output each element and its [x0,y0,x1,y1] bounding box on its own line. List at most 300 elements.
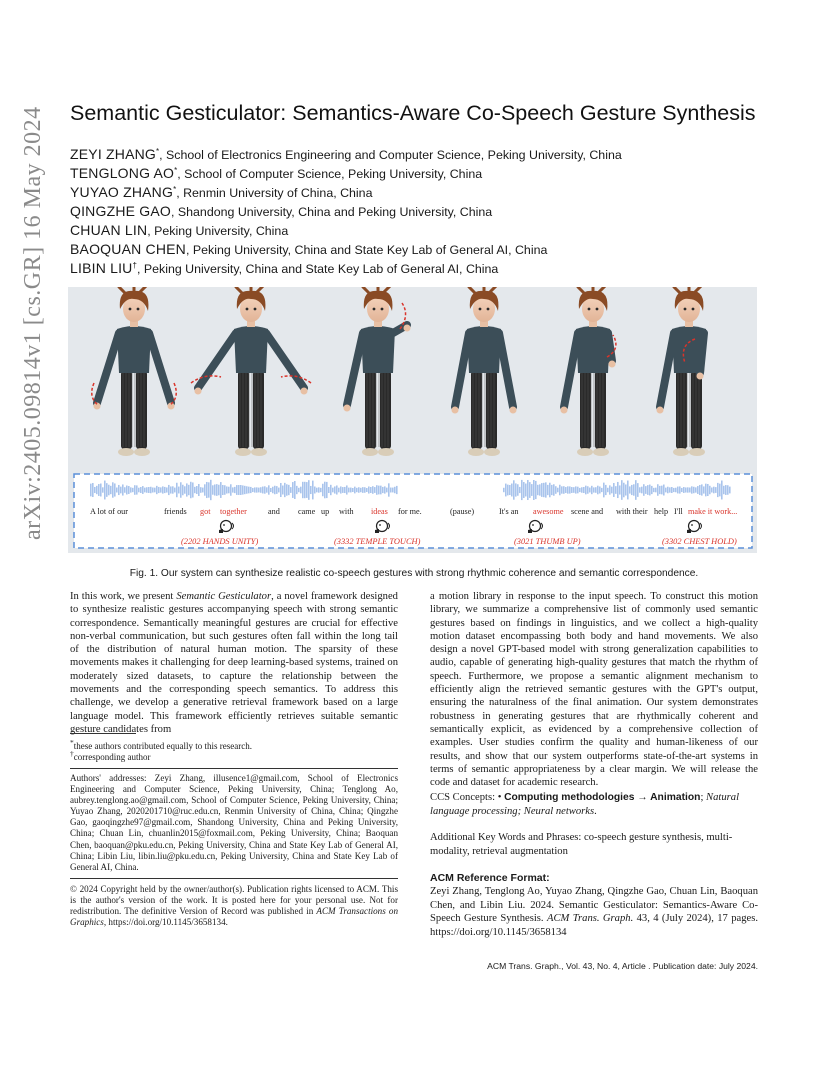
waveform-bar [260,487,262,493]
author-mark: * [173,185,177,194]
waveform-bar [292,482,294,498]
waveform-bar [328,487,330,493]
author-name: BAOQUAN CHEN [70,241,186,258]
waveform-bar [605,485,607,495]
waveform-bar [322,484,324,496]
waveform-bar [515,483,517,496]
waveform-bar [637,483,639,497]
waveform-bar [392,488,394,493]
waveform-bar [509,485,511,495]
waveform-bar [713,487,715,494]
waveform-bar [312,481,314,500]
transcript-word-semantic: make it work... [688,507,738,516]
waveform-bar [144,488,146,493]
waveform-bar [206,482,208,498]
waveform-bar [256,487,258,492]
waveform-bar [571,487,573,493]
waveform-bar [358,487,360,493]
waveform-bar [591,486,593,494]
gesture-label: (3021 THUMB UP) [514,537,581,546]
acm-reference: Zeyi Zhang, Tenglong Ao, Yuyao Zhang, Qingzhe Gao, Chuan Lin, Baoquan Chen, and Libin Liu. 2024. Semantic Gesticulator: Semantics-Aware Co-Speech Gesture Synthesis. ACM Trans. Graph. 43, 4 (July 2024), 17 pages. https://doi.org/10.1145/3658134 [430,886,759,938]
transcript-word: friends [164,507,187,516]
waveform-bar [643,484,645,496]
waveform-bar [541,483,543,497]
waveform-bar [577,487,579,494]
waveform-bar [683,487,685,493]
waveform-bar [278,488,280,493]
abstract-body: , a novel framework designed to synthesize realistic gestures accompanying speech with strong semantic correspondence. Semantically meaningful gestures are crucial for effective non-verbal communication, but such gestures often fall within the long tail of the distribution of natural human motion. The sparsity of these movements makes it challenging for deep learning-based systems, trained on moderately sized datasets, to capture the relationship between the movements and the corresponding speech semantics. To address this challenge, we develop a generative retrieval framework based on a large language model. This framework efficiently retrieves suitable semantic gesture candidates from [70,591,398,735]
waveform-bar [647,485,649,495]
waveform-bar [280,483,282,497]
waveform-bar [559,485,561,496]
waveform-bar [182,485,184,495]
waveform-bar [675,488,677,493]
waveform-bar [120,487,122,494]
waveform-bar [352,488,354,492]
waveform-bar [142,486,144,494]
waveform-bar [274,486,276,494]
waveform-bar [537,485,539,495]
waveform-bar [140,487,142,493]
waveform-bar [396,486,398,494]
waveform-bar [607,488,609,492]
copyright-rule [70,878,398,879]
waveform-bar [649,485,651,496]
waveform-bar [360,488,362,492]
waveform-bar [657,484,659,496]
waveform-bar [130,487,132,492]
waveform-bar [521,480,523,500]
author-mark: * [174,166,178,175]
waveform-bar [332,488,334,493]
author-line [70,218,770,237]
waveform-bar [587,486,589,493]
waveform-bar [653,488,655,492]
waveform-bar [711,487,713,492]
paper-title: Semantic Gesticulator: Semantics-Aware Co-Speech Gesture Synthesis [70,101,756,125]
waveform-bar [386,488,388,493]
waveform-bar [218,485,220,496]
waveform-bar [719,484,721,497]
waveform-bar [705,484,707,497]
waveform-bar [693,487,695,493]
author-line [70,180,770,199]
waveform-bar [679,486,681,493]
waveform-bar [366,488,368,492]
waveform-bar [298,488,300,492]
waveform-bar [102,487,104,492]
waveform-bar [210,480,212,500]
waveform-bar [378,486,380,495]
waveform-bar [110,486,112,494]
waveform-bar [158,487,160,493]
waveform-bar [114,483,116,496]
transcript-word: help [654,507,669,516]
waveform-bar [272,487,274,493]
waveform-bar [184,486,186,493]
copyright-notice: © 2024 Copyright held by the owner/author(s). Publication rights licensed to ACM. This is the author's version of the work. It is posted here for your personal use. Not for redistribution. The definitive Version of Record was published in ACM Transactions on Graphics, https://doi.org/10.1145/3658134. [70,884,398,928]
waveform-bar [513,480,515,499]
waveform-bar [697,486,699,494]
waveform-bar [565,487,567,493]
running-footer: ACM Trans. Graph., Vol. 43, No. 4, Article . Publication date: July 2024. [487,961,758,971]
waveform-bar [507,485,509,496]
waveform-bar [314,487,316,494]
waveform-bar [228,487,230,494]
waveform-bar [707,484,709,496]
author-name: LIBIN LIU [70,260,133,277]
waveform-bar [338,488,340,493]
author-affiliation: , Peking University, China and State Key Lab of General AI, China [136,262,499,277]
transcript-word: for me. [398,507,422,516]
waveform-bar [346,485,348,494]
footnote-equal-contribution: *these authors contributed equally to this research. [70,738,252,751]
author-affiliation: , Peking University, China [147,224,289,239]
figure-caption: Fig. 1. Our system can synthesize realistic co-speech gestures with strong rhythmic coherence and semantic correspondence. [129,568,699,579]
waveform-bar [625,484,627,495]
waveform-bar [216,484,218,496]
waveform-bar [154,488,156,493]
waveform-bar [116,488,118,493]
waveform-bar [148,487,150,493]
author-line [70,199,770,218]
waveform-bar [344,487,346,493]
waveform-bar [294,481,296,499]
waveform-bar [725,485,727,495]
waveform-bar [631,485,633,495]
waveform-bar [300,487,302,494]
author-line [70,256,770,275]
abstract-right-column [430,590,758,789]
waveform-bar [567,486,569,493]
waveform-bar [108,485,110,496]
keywords: Additional Key Words and Phrases: co-speech gesture synthesis, multi-modality, retrieval augmentation [430,832,733,857]
waveform-bar [166,487,168,492]
waveform-bar [727,485,729,494]
author-line [70,237,770,256]
author-affiliation: , Renmin University of China, China [176,186,373,201]
waveform-bar [370,487,372,493]
transcript-word: and [268,507,280,516]
waveform-bar [627,481,629,500]
waveform-bar [364,487,366,493]
waveform-bar [583,487,585,493]
waveform-bar [164,487,166,493]
transcript-word: scene and [571,507,604,516]
waveform-bar [214,484,216,495]
author-affiliation: , School of Computer Science, Peking University, China [177,167,483,182]
waveform-bar [180,482,182,497]
waveform-bar [579,488,581,492]
waveform-bar [106,483,108,497]
transcript-word: A lot of our [90,507,128,516]
waveform-bar [202,488,204,493]
waveform-bar [236,485,238,495]
gesture-label: (3302 CHEST HOLD) [662,537,737,546]
waveform-bar [729,487,731,494]
waveform-bar [318,487,320,492]
waveform-bar [661,486,663,495]
waveform-bar [152,487,154,492]
waveform-bar [282,486,284,495]
waveform-bar [533,480,535,500]
author-addresses: Authors' addresses: Zeyi Zhang, illusence1@gmail.com, School of Electronics Engineering and Computer Science, Peking University, China; Tenglong Ao, aubrey.tenglong.ao@gmail.com, School of Computer Science, Peking University, China; Yuyao Zhang, 2020201710@ruc.edu.cn, Renmin University of China, China; Qingzhe Gao, gaoqingzhe97@gmail.com, Shandong University, China and Peking University, China; Chuan Lin, chuanlin2015@foxmail.com, Peking University, China; Baoquan Chen, baoquan@pku.edu.cn, Peking University, China and State Key Lab of General AI, China; Libin Liu, libin.liu@pku.edu.cn, Peking University, China and State Key Lab of General AI, China. [70,773,398,872]
transcript-word: It's an [499,507,519,516]
waveform-bar [557,488,559,493]
waveform-bar [212,485,214,494]
waveform-bar [617,482,619,498]
waveform-bar [380,486,382,495]
waveform-bar [92,483,94,497]
waveform-bar [623,483,625,498]
waveform-bar [324,482,326,499]
waveform-bar [551,485,553,495]
waveform-bar [673,488,675,492]
abstract-continued: a motion library in response to the input speech. To construct this motion library, we summarize a comprehensive list of commonly used semantic gestures based on findings in linguistics, and we collect a high-quality motion dataset encompassing both body and hand movements. We also design a novel GPT-based model with strong generalization capabilities to audio, capable of generating high-quality gestures that match the rhythm of speech. Furthermore, we propose a semantic alignment mechanism to efficiently align the retrieved semantic gestures with the GPT's output, ensuring the naturalness of the final animation. Our system demonstrates robustness in generating gestures that are rhythmically coherent and semantically explicit, as evidenced by a comprehensive collection of examples. User studies confirm the quality and human-likeness of our results, and show that our system outperforms state-of-the-art systems in terms of semantic appropriateness by a clear margin. We will release the code and dataset for academic research. [430,591,758,789]
author-name: QINGZHE GAO [70,203,171,220]
waveform-bar [615,486,617,494]
waveform-bar [124,487,126,493]
waveform-bar [691,486,693,493]
waveform-bar [569,486,571,493]
waveform-bar [374,487,376,493]
waveform-bar [122,484,124,495]
waveform-bar [126,486,128,495]
waveform-bar [350,488,352,493]
waveform-bar [90,484,92,497]
animated-character [344,287,411,456]
waveform-bar [310,486,312,494]
waveform-bar [629,486,631,493]
waveform-bar [230,484,232,495]
waveform-bar [100,484,102,497]
animated-character [452,287,517,456]
waveform-bar [208,482,210,497]
waveform-bar [671,487,673,493]
waveform-bar [290,487,292,493]
waveform-bar [655,488,657,493]
waveform-bar [581,487,583,492]
waveform-bar [170,486,172,493]
waveform-bar [336,485,338,494]
author-name: ZEYI ZHANG [70,146,157,163]
waveform-bar [222,485,224,495]
author-name: CHUAN LIN [70,222,148,239]
waveform-bar [669,487,671,492]
waveform-bar [633,484,635,495]
waveform-bar [266,487,268,492]
waveform-bar [104,481,106,500]
waveform-bar [563,486,565,494]
waveform-bar [232,487,234,492]
waveform-bar [226,486,228,493]
waveform-bar [246,486,248,493]
waveform-bar [94,487,96,493]
waveform-bar [663,485,665,496]
waveform-bar [529,482,531,498]
waveform-bar [687,487,689,492]
waveform-bar [717,483,719,497]
waveform-bar [715,487,717,493]
author-affiliation: , Shandong University, China and Peking University, China [171,205,493,220]
waveform-bar [609,485,611,494]
waveform-bar [645,486,647,494]
waveform-bar [112,482,114,497]
waveform-bar [703,486,705,493]
waveform-bar [118,485,120,495]
waveform-bar [250,487,252,493]
waveform-bar [354,487,356,494]
waveform-bar [575,486,577,493]
transcript-word: with their [616,507,648,516]
waveform-bar [302,482,304,498]
animated-character [657,287,707,456]
waveform-bar [613,483,615,497]
waveform-bar [641,487,643,494]
waveform-bar [156,486,158,494]
ccs-concepts: CCS Concepts: • Computing methodologies → Animation; Natural language processing; Neural networks. [430,792,740,817]
author-name: TENGLONG AO [70,165,175,182]
gesture-label: (3332 TEMPLE TOUCH) [334,537,421,546]
waveform-bar [132,488,134,492]
waveform-bar [262,487,264,494]
waveform-bar [621,480,623,500]
waveform-bar [234,487,236,493]
waveform-bar [635,480,637,500]
waveform-bar [196,486,198,494]
waveform-bar [553,484,555,495]
transcript-word-semantic: ideas [371,507,388,516]
transcript-word-semantic: got [200,507,211,516]
waveform-bar [695,487,697,492]
waveform-bar [689,488,691,493]
waveform-bar [248,487,250,494]
waveform-bar [585,486,587,495]
waveform-bar [268,485,270,494]
waveform-bar [599,487,601,494]
waveform-bar [547,485,549,495]
waveform-bar [539,484,541,495]
waveform-bar [525,484,527,497]
waveform-bar [384,486,386,493]
waveform-bar [545,482,547,497]
waveform-bar [531,484,533,496]
waveform-bar [721,481,723,500]
waveform-bar [342,487,344,493]
transcript-word: (pause) [450,507,475,516]
waveform-bar [390,488,392,493]
waveform-bar [252,488,254,492]
waveform-bar [308,480,310,500]
waveform-bar [306,482,308,498]
waveform-bar [224,485,226,495]
waveform-bar [244,486,246,494]
abstract-left-column [70,590,398,736]
waveform-bar [200,487,202,493]
waveform-bar [639,487,641,492]
waveform-bar [242,485,244,494]
waveform-bar [220,482,222,498]
transcript-word-semantic: awesome [533,507,564,516]
waveform-bar [523,482,525,498]
author-name: YUYAO ZHANG [70,184,174,201]
waveform-bar [330,485,332,495]
waveform-bar [160,487,162,492]
teaser-figure-canvas [68,287,757,553]
waveform-bar [372,486,374,494]
waveform-bar [677,487,679,494]
waveform-bar [651,486,653,494]
waveform-bar [601,488,603,492]
waveform-bar [519,487,521,493]
waveform-bar [320,488,322,492]
gesture-label: (2202 HANDS UNITY) [181,537,259,546]
waveform-bar [186,483,188,496]
waveform-bar [198,484,200,496]
author-mark: * [156,147,160,156]
system-name: Semantic Gesticulator [176,591,272,602]
waveform-bar [326,482,328,498]
waveform-bar [362,487,364,493]
animated-character [191,287,311,456]
author-affiliation: , Peking University, China and State Key Lab of General AI, China [185,243,548,258]
transcript-word: came [298,507,316,516]
waveform-bar [334,486,336,493]
author-list [70,142,770,275]
transcript-word: with [339,507,354,516]
waveform-bar [535,481,537,499]
waveform-bar [603,483,605,498]
arxiv-identifier: arXiv:2405.09814v1 [cs.GR] 16 May 2024 [20,106,46,540]
waveform-bar [665,488,667,493]
waveform-bar [543,483,545,497]
footnote-rule [70,733,136,734]
waveform-bar [368,486,370,493]
waveform-bar [138,488,140,493]
waveform-bar [188,485,190,495]
waveform-bar [593,487,595,492]
waveform-bar [136,485,138,494]
waveform-bar [264,486,266,493]
waveform-bar [128,486,130,494]
waveform-bar [555,486,557,494]
acm-reference-heading: ACM Reference Format: [430,872,550,884]
animated-character [561,287,616,456]
waveform-bar [589,488,591,493]
character-poses [92,287,706,456]
author-line [70,142,770,161]
waveform-bar [162,486,164,493]
transcript-word-semantic: together [220,507,247,516]
waveform-bar [168,485,170,495]
waveform-bar [505,484,507,497]
waveform-bar [699,485,701,495]
waveform-bar [382,487,384,493]
waveform-bar [723,486,725,494]
waveform-bar [394,487,396,493]
waveform-bar [296,486,298,494]
waveform-bar [238,485,240,495]
waveform-bar [517,484,519,495]
transcript-word: up [321,507,330,516]
waveform-bar [356,488,358,492]
waveform-bar [681,488,683,492]
waveform-bar [304,482,306,498]
waveform-bar [284,483,286,497]
waveform-bar [258,488,260,493]
waveform-bar [174,488,176,493]
waveform-bar [348,488,350,493]
